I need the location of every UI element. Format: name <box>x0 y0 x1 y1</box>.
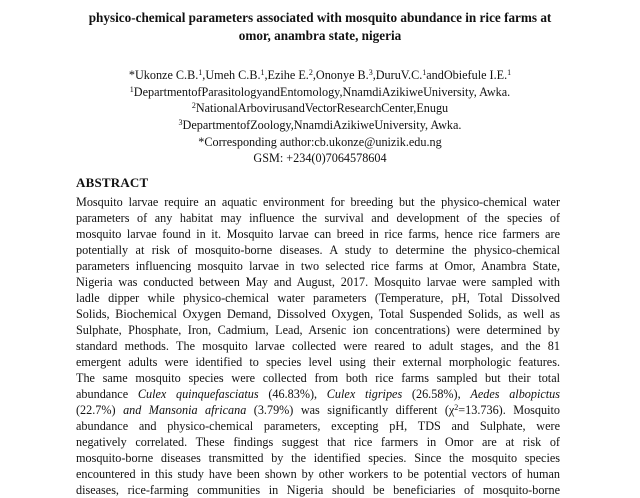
abstract-line <box>76 386 560 402</box>
author-name: ,Ezihe E. <box>264 68 309 82</box>
affiliation-number: 1 <box>129 85 134 94</box>
author-name: ,Umeh C.B. <box>202 68 261 82</box>
abstract-line: potentially at risk of mosquito-borne diseases. A study to determine the physico-chemical <box>76 243 560 257</box>
abstract-line: The same mosquito species were collected from both rice farms sampled but their total <box>76 371 560 385</box>
title-line-1: physico-chemical parameters associated with mosquito abundance in rice farms at <box>88 10 552 25</box>
author-name: *Ukonze C.B. <box>128 68 199 82</box>
superscript: 2 <box>454 403 459 412</box>
affiliation-2 <box>20 100 620 116</box>
abstract-line: parameters of any habitat may influence the survival and development of the species of <box>76 211 560 225</box>
abstract-line: diseases, rice-farming communities in Nigeria should be beneficiaries of mosquito-borne <box>76 483 560 497</box>
species-name: and Mansonia africana <box>123 403 247 417</box>
affiliation-3 <box>20 117 620 133</box>
corresponding-author: *Corresponding author:cb.ukonze@unizik.edu.ng <box>198 135 442 149</box>
author-name: andObiefule I.E. <box>426 68 508 82</box>
abstract-line: emergent adults were identified to species level using their external morphologic features. <box>76 355 560 369</box>
abstract-line: Sulphate, Phosphate, Iron, Cadmium, Lead, Arsenic ion concentrations) were determined by <box>76 323 560 337</box>
species-name: Culex quinquefasciatus <box>137 387 259 401</box>
affiliation-number: 3 <box>178 118 183 127</box>
abstract-line: mosquito larvae found in it. Mosquito larvae can breed in rice farms, hence rice farmers are <box>76 227 560 241</box>
author-affiliation-mark: 1 <box>198 68 203 77</box>
affiliation-1 <box>20 84 620 100</box>
abstract-line <box>76 402 560 418</box>
text-run: (26.58%), <box>402 387 471 401</box>
paper-title <box>70 9 570 45</box>
author-name: ,DuruV.C. <box>372 68 423 82</box>
title-line-2: omor, anambra state, nigeria <box>238 28 402 43</box>
author-list <box>20 67 620 83</box>
text-run: =13.736). Mosquito <box>458 403 560 417</box>
abstract-line: encountered in this study have been shown by other workers to be potential vectors of human <box>76 467 560 481</box>
text-run: (3.79%) was significantly different (χ <box>246 403 455 417</box>
species-name: Culex tigripes <box>326 387 403 401</box>
phone-number: GSM: +234(0)7064578604 <box>253 151 387 165</box>
species-name: Aedes albopictus <box>470 387 560 401</box>
abstract-line: abundance and physico-chemical parameters, excepting pH, TDS and Sulphate, were <box>76 419 560 433</box>
abstract-line: Mosquito larvae require an aquatic environment for breeding but the physico-chemical water <box>76 195 560 209</box>
abstract-line: parameters influencing mosquito larvae in two selected rice farms at Omor, Anambra State, <box>76 259 560 273</box>
abstract-line: Solids, Biochemical Oxygen Demand, Dissolved Oxygen, Total Suspended Solids, as well as <box>76 307 560 321</box>
affiliation-number: 2 <box>191 101 196 110</box>
author-affiliation-mark: 3 <box>368 68 373 77</box>
abstract-line: standard methods. The mosquito larvae collected were reared to adult stages, and the 81 <box>76 339 560 353</box>
affiliation-text: DepartmentofParasitologyandEntomology,NnamdiAzikiweUniversity, Awka. <box>133 85 511 99</box>
author-affiliation-mark: 1 <box>422 68 427 77</box>
text-run: (22.7%) <box>76 403 124 417</box>
abstract-line: ladle dipper while physico-chemical water parameters (Temperature, pH, Total Dissolved <box>76 291 560 305</box>
author-affiliation-mark: 2 <box>308 68 313 77</box>
author-affiliation-mark: 1 <box>507 68 512 77</box>
abstract-line: mosquito-borne diseases transmitted by the identified species. Since the mosquito species <box>76 451 560 465</box>
affiliation-text: NationalArbovirusandVectorResearchCenter,Enugu <box>195 101 449 115</box>
author-name: ,Ononye B. <box>312 68 369 82</box>
text-run: (46.83%), <box>258 387 327 401</box>
text-run: abundance <box>76 387 138 401</box>
abstract-line: negatively correlated. These findings suggest that rice farmers in Omor are at risk of <box>76 435 560 449</box>
abstract-heading: ABSTRACT <box>76 175 149 190</box>
author-affiliation-mark: 1 <box>260 68 265 77</box>
abstract-line: Nigeria was conducted between May and August, 2017. Mosquito larvae were sampled with <box>76 275 560 289</box>
affiliation-text: DepartmentofZoology,NnamdiAzikiweUniversity, Awka. <box>182 118 462 132</box>
